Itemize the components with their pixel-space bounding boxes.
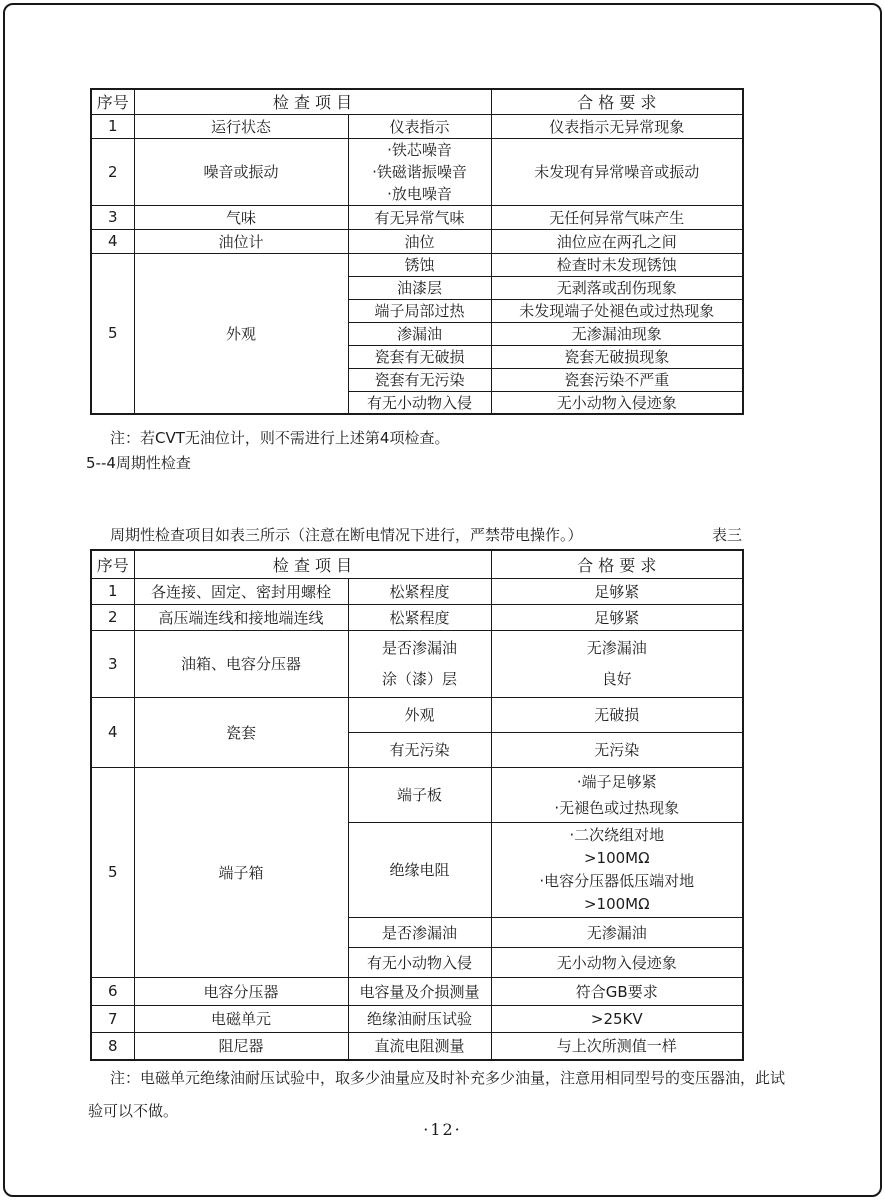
bullet-line: ·端子足够紧 (576, 772, 657, 791)
cell-item: 电容分压器 (134, 977, 348, 1005)
cell-subitem: 瓷套有无污染 (348, 368, 491, 391)
table2-caption: 周期性检查项目如表三所示（注意在断电情况下进行，严禁带电操作。） (110, 526, 583, 544)
cell-seq: 7 (91, 1005, 134, 1032)
table2-caption-row (88, 524, 742, 545)
cell-requirement: 无剥落或刮伤现象 (491, 276, 743, 299)
cell-seq: 1 (91, 578, 134, 604)
cell-requirement: 与上次所测值一样 (491, 1032, 743, 1060)
cell-item: 噪音或振动 (134, 138, 348, 205)
cell-requirement: 未发现有异常噪音或振动 (491, 138, 743, 205)
cell-subitem: 渗漏油 (348, 322, 491, 345)
table-row (91, 1005, 743, 1032)
cell-requirement: 无渗漏油 (491, 917, 743, 947)
cell-subitem: 锈蚀 (348, 253, 491, 276)
cell-item: 各连接、固定、密封用螺栓 (134, 578, 348, 604)
table-row (91, 1032, 743, 1060)
col-header-item: 检 查 项 目 (134, 550, 491, 578)
cell-subitem: 油位 (348, 229, 491, 253)
cell-requirement: 无小动物入侵迹象 (491, 391, 743, 414)
req-line: 良好 (601, 669, 632, 688)
col-header-requirement: 合 格 要 求 (491, 550, 743, 578)
cell-seq: 8 (91, 1032, 134, 1060)
cell-subitem (348, 630, 491, 697)
cell-subitem: 有无小动物入侵 (348, 947, 491, 977)
table-header-row (91, 550, 743, 578)
cell-subitem: 有无异常气味 (348, 205, 491, 229)
table-row (91, 138, 743, 205)
table-row (91, 253, 743, 276)
table-row (91, 114, 743, 138)
cell-subitem: 有无小动物入侵 (348, 391, 491, 414)
cell-seq: 6 (91, 977, 134, 1005)
cell-seq: 2 (91, 138, 134, 205)
page-number: ·12· (423, 1120, 462, 1139)
cell-requirement: 检查时未发现锈蚀 (491, 253, 743, 276)
cell-subitem: 松紧程度 (348, 578, 491, 604)
cell-item: 油箱、电容分压器 (134, 630, 348, 697)
cell-requirement: 瓷套污染不严重 (491, 368, 743, 391)
cell-requirement: 无破损 (491, 697, 743, 732)
cell-subitem: 仪表指示 (348, 114, 491, 138)
table-header-row (91, 89, 743, 114)
cell-item: 油位计 (134, 229, 348, 253)
section-heading: 5--4周期性检查 (86, 454, 191, 472)
table-row (91, 697, 743, 732)
cell-requirement: 无小动物入侵迹象 (491, 947, 743, 977)
cell-requirement: 无渗漏油现象 (491, 322, 743, 345)
table-row (91, 229, 743, 253)
col-header-requirement: 合 格 要 求 (491, 89, 743, 114)
cell-item: 阻尼器 (134, 1032, 348, 1060)
cell-requirement: 瓷套无破损现象 (491, 345, 743, 368)
table-row (91, 767, 743, 822)
value-line: >100MΩ (583, 848, 650, 867)
cell-item: 端子箱 (134, 767, 348, 977)
cell-item: 瓷套 (134, 697, 348, 767)
col-header-seq: 序号 (91, 550, 134, 578)
table2-note: 注：电磁单元绝缘油耐压试验中，取多少油量应及时补充多少油量，注意用相同型号的变压器油，此试验可以不做。 (88, 1069, 786, 1120)
cell-item: 电磁单元 (134, 1005, 348, 1032)
cell-subitem: 端子板 (348, 767, 491, 822)
cell-requirement: >25KV (491, 1005, 743, 1032)
table-row (91, 578, 743, 604)
cell-requirement: 无任何异常气味产生 (491, 205, 743, 229)
bullet-line: ·二次绕组对地 (569, 825, 665, 844)
cell-subitem (348, 138, 491, 205)
bullet-line: ·铁磁谐振噪音 (372, 162, 467, 181)
bullet-line: ·放电噪音 (387, 184, 452, 203)
cell-subitem: 松紧程度 (348, 604, 491, 630)
col-header-item: 检 查 项 目 (134, 89, 491, 114)
cell-seq: 4 (91, 697, 134, 767)
cell-seq: 2 (91, 604, 134, 630)
table-row (91, 977, 743, 1005)
cell-requirement: 无污染 (491, 732, 743, 767)
col-header-seq: 序号 (91, 89, 134, 114)
cell-seq: 5 (91, 253, 134, 414)
cell-seq: 1 (91, 114, 134, 138)
cell-subitem: 端子局部过热 (348, 299, 491, 322)
cell-subitem: 电容量及介损测量 (348, 977, 491, 1005)
table-row (91, 604, 743, 630)
table-row (91, 630, 743, 697)
cell-seq: 4 (91, 229, 134, 253)
sub-line: 是否渗漏油 (382, 638, 458, 657)
cell-requirement: 仪表指示无异常现象 (491, 114, 743, 138)
sub-line: 涂（漆）层 (382, 669, 458, 688)
cell-subitem: 有无污染 (348, 732, 491, 767)
table-row (91, 205, 743, 229)
cell-requirement (491, 767, 743, 822)
table2-label: 表三 (711, 526, 742, 544)
cell-item: 运行状态 (134, 114, 348, 138)
cell-requirement: 符合GB要求 (491, 977, 743, 1005)
table1-note: 注：若CVT无油位计，则不需进行上述第4项检查。 (110, 429, 450, 447)
cell-requirement (491, 822, 743, 917)
bullet-line: ·无褪色或过热现象 (554, 798, 680, 817)
cell-requirement (491, 630, 743, 697)
bullet-line: ·铁芯噪音 (387, 140, 452, 159)
cell-requirement: 足够紧 (491, 604, 743, 630)
req-line: 无渗漏油 (586, 638, 647, 657)
value-line: >100MΩ (583, 894, 650, 913)
running-inspection-table (90, 88, 744, 415)
cell-subitem: 直流电阻测量 (348, 1032, 491, 1060)
cell-subitem: 绝缘油耐压试验 (348, 1005, 491, 1032)
cell-subitem: 绝缘电阻 (348, 822, 491, 917)
cell-seq: 5 (91, 767, 134, 977)
cell-seq: 3 (91, 630, 134, 697)
cell-seq: 3 (91, 205, 134, 229)
cell-subitem: 瓷套有无破损 (348, 345, 491, 368)
periodic-inspection-table (90, 549, 744, 1061)
bullet-line: ·电容分压器低压端对地 (539, 871, 695, 890)
cell-item: 外观 (134, 253, 348, 414)
cell-subitem: 是否渗漏油 (348, 917, 491, 947)
cell-requirement: 足够紧 (491, 578, 743, 604)
cell-item: 气味 (134, 205, 348, 229)
cell-subitem: 油漆层 (348, 276, 491, 299)
cell-item: 高压端连线和接地端连线 (134, 604, 348, 630)
cell-subitem: 外观 (348, 697, 491, 732)
cell-requirement: 油位应在两孔之间 (491, 229, 743, 253)
cell-requirement: 未发现端子处褪色或过热现象 (491, 299, 743, 322)
